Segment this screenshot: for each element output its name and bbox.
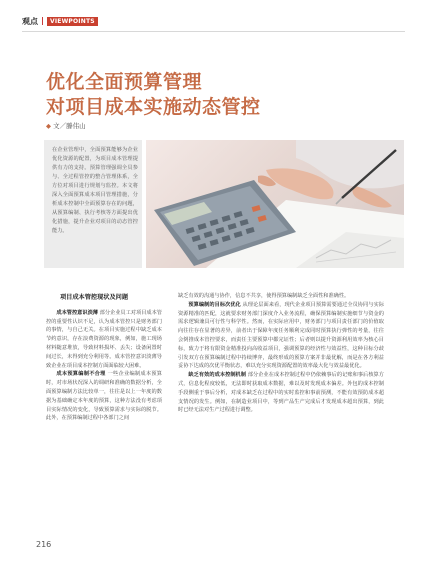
- title-line-1: 优化全面预算管理: [46, 71, 203, 93]
- paragraph-lead: 缺乏有效的成本控制机制: [188, 372, 247, 379]
- title-line-2: 对项目成本实施动态管控: [46, 96, 261, 118]
- body-column-left: [46, 292, 162, 423]
- paragraph: [178, 371, 384, 415]
- author-line: [46, 121, 86, 130]
- header-rule: [22, 31, 405, 32]
- calculator-photo: [146, 140, 404, 268]
- abstract-text: 在企业管理中，全面预算能够为企业优化资源的配置，为项目成本管理提供有力的支持。预算管理强调全员参与、全过程管控的整合管理体系，全方位对项目进行规划与监控。本文将深入全面预算成本项目管理措施，分析成本控制中全面预算存在的问题，从预算编制、执行考核等方面提出优化措施，提升企业对项目的动态管控能力。: [52, 147, 138, 234]
- photo-illustration: [146, 140, 404, 268]
- body-column-right: [178, 292, 384, 415]
- author-name: 文／滕伟山: [53, 122, 86, 130]
- header-divider: [42, 17, 43, 25]
- bullet-icon: ◆: [46, 122, 51, 130]
- page-number: 216: [36, 540, 52, 549]
- article-title: [46, 70, 376, 120]
- paragraph: [178, 301, 384, 371]
- section-label: 观点: [22, 16, 38, 26]
- section-heading: 项目成本管控现状及问题: [60, 294, 129, 301]
- page-header: [22, 14, 98, 28]
- paragraph-lead: 成本预算编制不合理: [56, 371, 106, 378]
- paragraph-lead: 成本管控意识淡薄: [56, 309, 98, 316]
- paragraph-text: 从理论层面来看，现代企业项目预算需要通过全员协同与实际资源精准的匹配，这就要求财务部门深度介入业务流程，确保预算编制实施细节与资金的需求逻辑兼具可行性与科学性。然而，在实际应用中，财务部门与项目责任部门的价值取向往往存在显著的差异，前者出于保障年度任务顺利完成同时预算执行弹性的考量，往往会倒推成本管控要求，而责任主要预算中都完证性；后者则以提升资源利用效率为核心目标，致力于将有限资金精准投向高收益项目，强调预算的经济性与效益性，这种目标分歧引发双方在预算编制过程中持续博弈，最终形成的预算方案并非最优解，而是在各方利益妥协下达成的次优平衡状态，难以充分实现资源配置的效率最大化与效益最优化。: [178, 301, 384, 370]
- paragraph-text: 部分企业员工对项目成本管控的重要性认识不足，认为成本管控只是财务部门的事情，与自己无关。在项目实施过程中缺乏成本节约意识，存在浪费资源的现象，例如，施工现场材料随意堆放，导致材料损坏、丢失；设备闲置时间过长，未得到充分利用等。成本管控意识淡薄导致企业在项目成本控制方面面临较大困难。: [46, 309, 162, 369]
- paragraph-text: 部分企业在成本控制过程中仍依赖事后的记账和事后核算方式，信息化程度较低，无法即时获取成本数据，难以及时发现成本偏差。外包的成本控制手段侧重于事后分析，对成本缺乏在过程中的实时监控和事前预测，不能有效预防成本超支情况的发生。例如，在制造业项目中，等到产品生产完成后才发现成本超出预算，到此时已经无法对生产过程进行调整。: [178, 372, 384, 414]
- section-tag: VIEWPOINTS: [47, 17, 98, 26]
- paragraph: [46, 370, 162, 423]
- paragraph: [178, 292, 384, 301]
- paragraph-text: 缺乏有效的沟通与协作，信息不共享，使得预算编制缺乏全面性和准确性。: [178, 293, 350, 299]
- paragraph-lead: 预算编制的目标次优化: [188, 301, 241, 308]
- paragraph-text: 一些企业编制成本预算时，对市场状况深入的调研和准确的数据分析，全面预算编制方法比较单一，往往是以上一年度的数据为基础确定本年度的预算，这种方法没有考虑项目实际情况的变化，导致预算需求与实际的脱节。此外，在预算编制过程中各部门之间: [46, 371, 162, 422]
- paragraph: [46, 309, 162, 371]
